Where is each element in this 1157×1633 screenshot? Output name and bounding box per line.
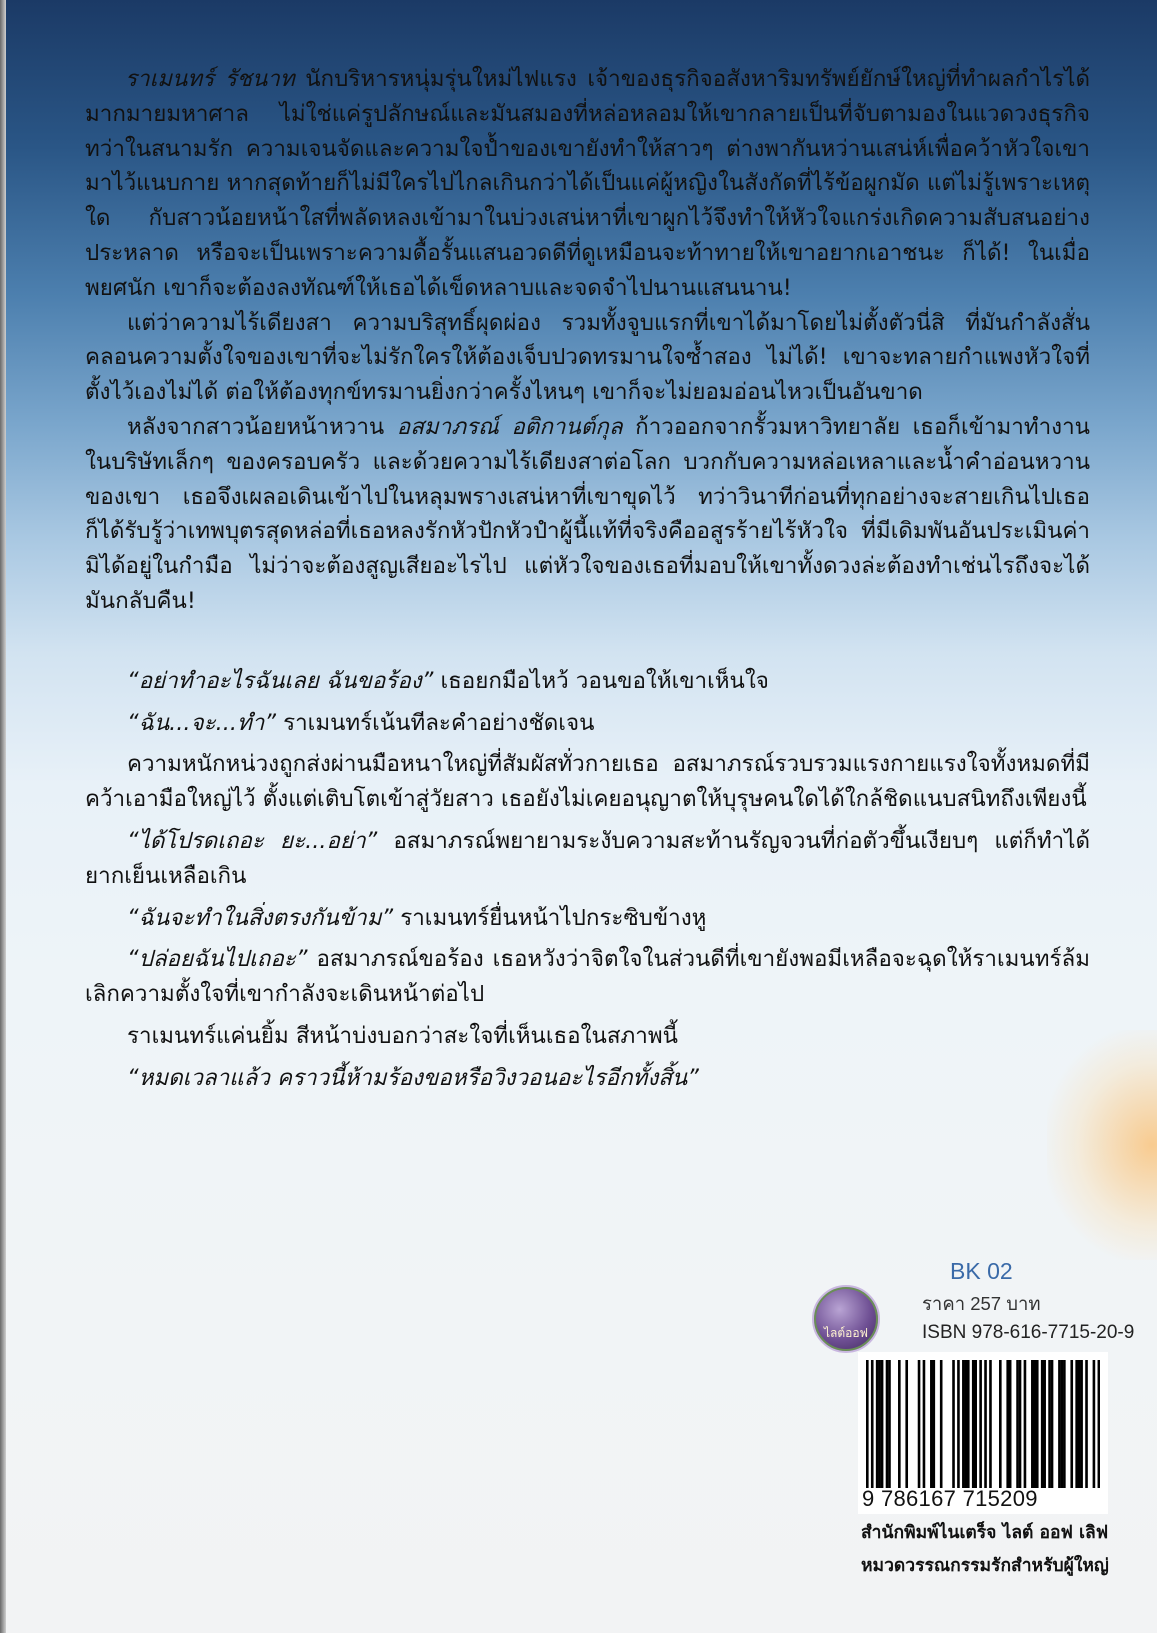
excerpt-line	[85, 942, 1090, 1012]
synopsis-paragraph-3-intro: หลังจากสาวน้อยหน้าหวาน	[127, 413, 397, 440]
barcode-bar	[1070, 1360, 1073, 1488]
excerpt-narration: เธอยกมือไหว้ วอนขอให้เขาเห็นใจ	[433, 667, 769, 694]
barcode-bar	[957, 1360, 960, 1488]
book-code: BK 02	[950, 1258, 1013, 1284]
publisher-logo-icon	[812, 1285, 880, 1353]
excerpt-quote: “อย่าทำอะไรฉันเลย ฉันขอร้อง”	[127, 667, 434, 694]
barcode-bar	[930, 1360, 933, 1488]
excerpt-narration: ราเมนทร์แค่นยิ้ม สีหน้าบ่งบอกว่าสะใจที่เห็นเธอในสภาพนี้	[127, 1022, 678, 1049]
barcode-bar	[1085, 1360, 1088, 1488]
synopsis-paragraph-2: แต่ว่าความไร้เดียงสา ความบริสุทธิ์ผุดผ่อง รวมทั้งจูบแรกที่เขาได้มาโดยไม่ตั้งตัวนี่สิ ที่มันกำลังสั่นคลอนความตั้งใจของเขาที่จะไม่รักใครให้ต้องเจ็บปวดทรมานใจซ้ำสอง ไม่ได้! เขาจะทลายกำแพงหัวใจที่ตั้งไว้เองไม่ได้ ต่อให้ต้องทุกข์ทรมานยิ่งกว่าครั้งไหนๆ เขาก็จะไม่ยอมอ่อนไหวเป็นอันขาด	[85, 309, 1090, 406]
excerpt-line	[85, 747, 1090, 817]
barcode-bar	[876, 1360, 879, 1488]
barcode-bar	[1043, 1360, 1046, 1488]
genre-category: หมวดวรรณกรรมรักสำหรับผู้ใหญ่	[861, 1556, 1109, 1576]
publisher-name: สำนักพิมพ์ไนเตร็จ ไลต์ ออฟ เลิฟ	[861, 1523, 1109, 1543]
barcode-bar	[918, 1360, 921, 1488]
hero-name: ราเมนทร์ รัชนาท	[125, 66, 295, 92]
barcode-bar	[962, 1360, 965, 1488]
excerpt-narration: อสมาภรณ์พยายามระงับความสะท้านรัญจวนที่ก่อตัวขึ้นเงียบๆ แต่ก็ทำได้ยากเย็นเหลือเกิน	[85, 827, 1090, 889]
barcode-bar	[1033, 1360, 1036, 1488]
barcode-bar	[1031, 1360, 1034, 1488]
barcode-bar	[888, 1360, 891, 1488]
barcode-bar	[1016, 1360, 1019, 1488]
barcode-bar	[965, 1360, 968, 1488]
synopsis-paragraph-3-text: ก้าวออกจากรั้วมหาวิทยาลัย เธอก็เข้ามาทำงานในบริษัทเล็กๆ ของครอบครัว และด้วยความไร้เดียงสาต่อโลก บวกกับความหล่อเหลาและน้ำคำอ่อนหวานของเขา เธอจึงเผลอเดินเข้าไปในหลุมพรางเสน่หาที่เขาขุดไว้ ทว่าวินาทีก่อนที่ทุกอย่างจะสายเกินไปเธอก็ได้รับรู้ว่าเทพบุตรสุดหล่อที่เธอหลงรักหัวปักหัวปำผู้นี้แท้ที่จริงคืออสูรร้ายไร้หัวใจ ที่มีเดิมพันอันประเมินค่ามิได้อยู่ในกำมือ ไม่ว่าจะต้องสูญเสียอะไรไป แต่หัวใจของเธอที่มอบให้เขาทั้งดวงล่ะต้องทำเช่นไรถึงจะได้มันกลับคืน!	[85, 413, 1090, 614]
synopsis-paragraph-1-text: นักบริหารหนุ่มรุ่นใหม่ไฟแรง เจ้าของธุรกิจอสังหาริมทรัพย์ยักษ์ใหญ่ที่ทำผลกำไรได้มากมายมหาศาล ไม่ใช่แค่รูปลักษณ์และมันสมองที่หล่อหลอมให้เขากลายเป็นที่จับตามองในแวดวงธุรกิจ ทว่าในสนามรัก ความเจนจัดและความใจป้ำของเขายังทำให้สาวๆ ต่างพากันหว่านเสน่ห์เพื่อคว้าหัวใจเขามาไว้แนบกาย หากสุดท้ายก็ไม่มีใครไปไกลเกินกว่าได้เป็นแค่ผู้หญิงในสังกัดที่ไร้ข้อผูกมัด แต่ไม่รู้เพราะเหตุใด กับสาวน้อยหน้าใสที่พลัดหลงเข้ามาในบ่วงเสน่หาที่เขาผูกไว้จึงทำให้หัวใจแกร่งเกิดความสับสนอย่างประหลาด หรือจะเป็นเพราะความดื้อรั้นแสนอวดดีที่ดูเหมือนจะท้าทายให้เขาอยากเอาชนะ ก็ได้! ในเมื่อพยศนัก เขาก็จะต้องลงทัณฑ์ให้เธอได้เข็ดหลาบและจดจำไปนานแสนนาน!	[85, 66, 1090, 301]
price-label: ราคา 257 บาท	[922, 1293, 1041, 1314]
excerpt-line	[85, 824, 1090, 894]
barcode-bar	[967, 1360, 970, 1488]
synopsis-text	[85, 62, 1090, 1103]
barcode-bar	[933, 1360, 936, 1488]
barcode-icon	[866, 1360, 1100, 1488]
excerpt-quote: “หมดเวลาแล้ว คราวนี้ห้ามร้องขอหรือวิงวอนอะไรอีกทั้งสิ้น”	[127, 1064, 699, 1091]
excerpt-narration: ราเมนทร์ยื่นหน้าไปกระซิบข้างหู	[393, 904, 707, 931]
barcode-bar	[1041, 1360, 1044, 1488]
barcode-bar	[1048, 1360, 1051, 1488]
barcode-bar	[1098, 1360, 1100, 1488]
barcode-bar	[881, 1360, 884, 1488]
isbn-label: ISBN 978-616-7715-20-9	[922, 1322, 1135, 1343]
barcode-bar	[974, 1360, 977, 1488]
barcode-bar	[999, 1360, 1002, 1488]
barcode-bar	[1006, 1360, 1009, 1488]
excerpt-quote: “ได้โปรดเถอะ ยะ...อย่า”	[127, 827, 378, 854]
excerpt-line	[85, 706, 1090, 741]
barcode-bar	[940, 1360, 943, 1488]
barcode-bar	[1075, 1360, 1078, 1488]
barcode-bar	[1061, 1360, 1064, 1488]
barcode-bar	[923, 1360, 926, 1488]
excerpt-narration: ราเมนทร์เน้นทีละคำอย่างชัดเจน	[275, 709, 595, 736]
excerpt-quote: “ปล่อยฉันไปเถอะ”	[127, 946, 308, 973]
synopsis-paragraph-1	[85, 62, 1090, 306]
excerpt-line	[85, 1019, 1090, 1054]
barcode-bar	[871, 1360, 874, 1488]
barcode-bar	[1063, 1360, 1066, 1488]
book-spine-edge	[0, 0, 6, 1633]
barcode-bar	[989, 1360, 992, 1488]
barcode-bar	[886, 1360, 889, 1488]
excerpt-quote: “ฉันจะทำในสิ่งตรงกันข้าม”	[127, 904, 394, 931]
barcode-bar	[979, 1360, 982, 1488]
excerpt-narration: ความหนักหน่วงถูกส่งผ่านมือหนาใหญ่ที่สัมผัสทั่วกายเธอ อสมาภรณ์รวบรวมแรงกายแรงใจทั้งหมดที่มีคว้าเอามือใหญ่ไว้ ตั้งแต่เติบโตเข้าสู่วัยสาว เธอยังไม่เคยอนุญาตให้บุรุษคนใดได้ใกล้ชิดแนบสนิทถึงเพียงนี้	[85, 751, 1090, 813]
logo-text: ไลต์ออฟ	[823, 1326, 869, 1340]
barcode-bar	[878, 1360, 881, 1488]
synopsis-paragraph-3	[85, 410, 1090, 619]
barcode-bar	[898, 1360, 901, 1488]
excerpt-narration: อสมาภรณ์ขอร้อง เธอหวังว่าจิตใจในส่วนดีที่เขายังพอมีเหลือจะฉุดให้ราเมนทร์ล้มเลิกความตั้งใจที่เขากำลังจะเดินหน้าต่อไป	[85, 946, 1090, 1008]
barcode-bar	[952, 1360, 955, 1488]
excerpt-line	[85, 901, 1090, 936]
barcode-bar	[1078, 1360, 1081, 1488]
barcode-bar	[1051, 1360, 1054, 1488]
barcode-bar	[1019, 1360, 1022, 1488]
barcode-bar	[1024, 1360, 1027, 1488]
barcode-bar	[972, 1360, 975, 1488]
excerpt-line	[85, 1061, 1090, 1096]
barcode-bar	[1009, 1360, 1012, 1488]
barcode-bar	[905, 1360, 908, 1488]
barcode-bar	[1080, 1360, 1083, 1488]
barcode-bar	[1036, 1360, 1039, 1488]
barcode-bar	[1093, 1360, 1096, 1488]
excerpt-quote: “ฉัน...จะ...ทำ”	[127, 709, 276, 736]
barcode-digits: 9 786167 715209	[862, 1486, 1038, 1511]
heroine-name: อสมาภรณ์ อติกานต์กุล	[396, 413, 623, 440]
barcode-bar	[1058, 1360, 1061, 1488]
excerpt-line	[85, 664, 1090, 699]
barcode-bar	[984, 1360, 987, 1488]
barcode-panel	[858, 1352, 1108, 1514]
barcode-bar	[866, 1360, 869, 1488]
